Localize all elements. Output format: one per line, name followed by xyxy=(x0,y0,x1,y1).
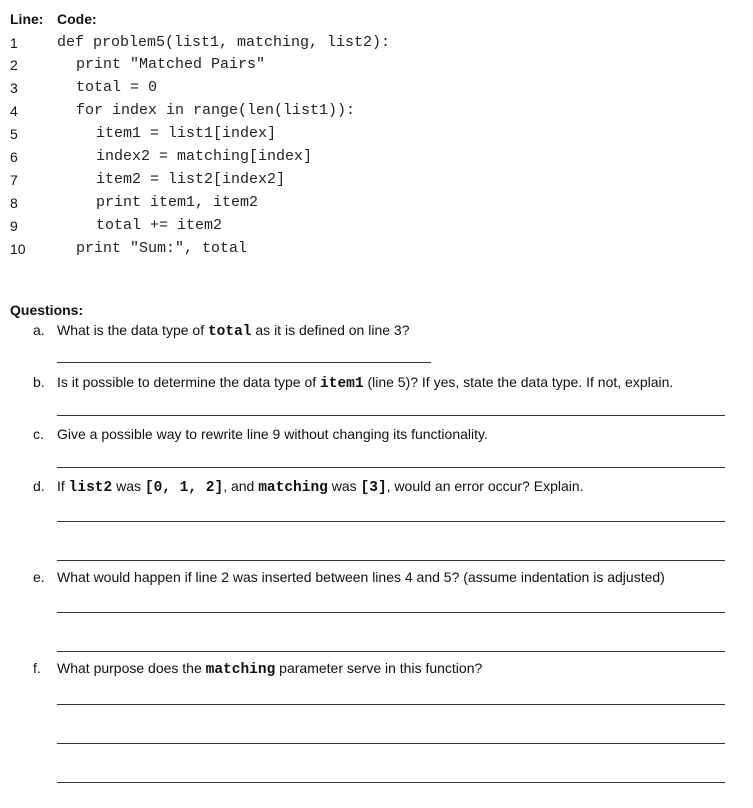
inline-code: list2 xyxy=(68,480,113,496)
line-number: 1 xyxy=(10,35,18,51)
line-number: 7 xyxy=(10,172,18,188)
code-line: for index in range(len(list1)): xyxy=(76,102,356,119)
question-letter: f. xyxy=(33,660,41,676)
question-e xyxy=(33,569,665,585)
question-letter: a. xyxy=(33,322,45,338)
answer-line-e2[interactable] xyxy=(57,651,725,652)
questions-heading: Questions: xyxy=(10,302,84,318)
line-number: 4 xyxy=(10,103,18,119)
code-line: def problem5(list1, matching, list2): xyxy=(57,34,391,51)
answer-line-f2[interactable] xyxy=(57,743,725,744)
line-number: 10 xyxy=(10,241,26,257)
question-d xyxy=(33,478,584,496)
line-number: 9 xyxy=(10,218,18,234)
question-letter: b. xyxy=(33,374,45,390)
question-text: parameter serve in this function? xyxy=(275,660,483,676)
line-number: 3 xyxy=(10,80,18,96)
answer-line-d2[interactable] xyxy=(57,560,725,561)
question-text: , would an error occur? Explain. xyxy=(386,478,584,494)
answer-line-b[interactable] xyxy=(57,415,725,416)
question-text: was xyxy=(327,478,361,494)
answer-line-a[interactable] xyxy=(57,362,431,363)
inline-code: [0, 1, 2] xyxy=(144,480,224,496)
question-a xyxy=(33,322,410,340)
question-text: If xyxy=(57,478,69,494)
line-column-header: Line: xyxy=(10,11,44,27)
answer-line-d1[interactable] xyxy=(57,521,725,522)
code-line: index2 = matching[index] xyxy=(96,148,313,165)
code-line: total += item2 xyxy=(96,217,223,234)
code-column-header: Code: xyxy=(57,11,97,27)
question-text: (line 5)? If yes, state the data type. If not, explain. xyxy=(363,374,674,390)
question-text: was xyxy=(112,478,145,494)
question-letter: d. xyxy=(33,478,45,494)
code-line: print "Matched Pairs" xyxy=(76,56,266,73)
question-letter: e. xyxy=(33,569,45,585)
question-b xyxy=(33,374,673,392)
inline-code: [3] xyxy=(360,480,387,496)
question-text: What purpose does the xyxy=(57,660,206,676)
question-text: What would happen if line 2 was inserted between lines 4 and 5? (assume indentation is adjusted) xyxy=(57,569,665,585)
inline-code: total xyxy=(207,324,252,340)
line-number: 2 xyxy=(10,57,18,73)
inline-code: item1 xyxy=(320,376,364,392)
line-number: 5 xyxy=(10,126,18,142)
question-f xyxy=(33,660,482,678)
question-letter: c. xyxy=(33,426,44,442)
code-line: print "Sum:", total xyxy=(76,240,248,257)
answer-line-f3[interactable] xyxy=(57,782,725,783)
question-text: , and xyxy=(223,478,259,494)
inline-code: matching xyxy=(205,662,276,678)
question-text: Give a possible way to rewrite line 9 without changing its functionality. xyxy=(57,426,488,442)
line-number: 8 xyxy=(10,195,18,211)
answer-line-f1[interactable] xyxy=(57,704,725,705)
code-line: item1 = list1[index] xyxy=(96,125,277,142)
question-text: as it is defined on line 3? xyxy=(251,322,410,338)
question-text: What is the data type of xyxy=(57,322,208,338)
answer-line-e1[interactable] xyxy=(57,612,725,613)
question-c xyxy=(33,426,488,442)
code-line: item2 = list2[index2] xyxy=(96,171,286,188)
code-line: print item1, item2 xyxy=(96,194,259,211)
line-number: 6 xyxy=(10,149,18,165)
inline-code: matching xyxy=(258,480,328,496)
answer-line-c[interactable] xyxy=(57,467,725,468)
code-line: total = 0 xyxy=(76,79,158,96)
question-text: Is it possible to determine the data type of xyxy=(57,374,321,390)
